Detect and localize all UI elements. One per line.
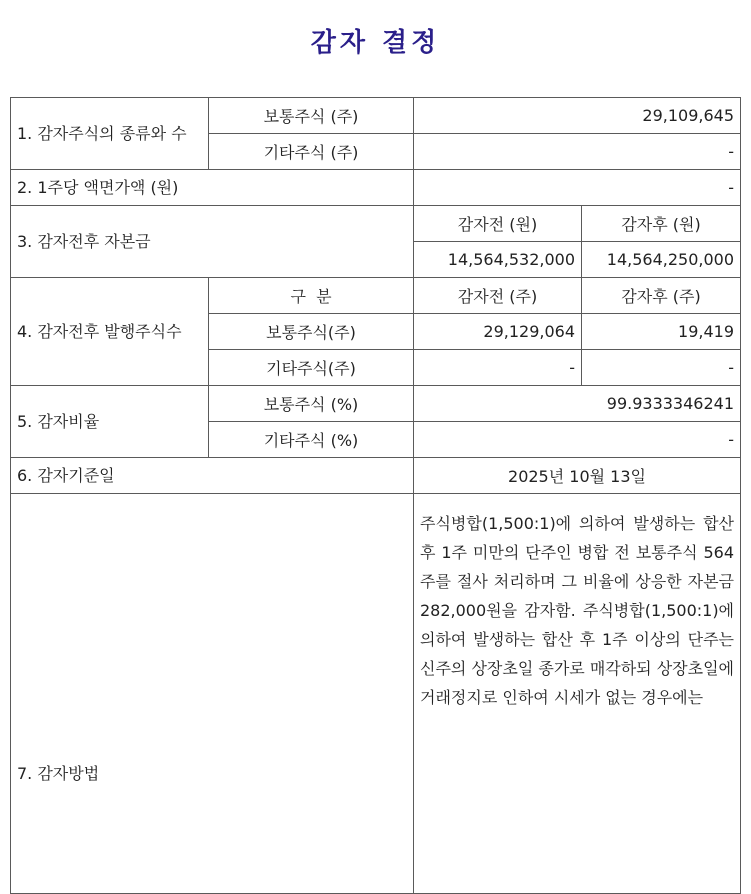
table-row bbox=[11, 494, 741, 894]
row2-label: 2. 1주당 액면가액 (원) bbox=[11, 170, 414, 206]
row3-before-value: 14,564,532,000 bbox=[414, 242, 582, 278]
table-row bbox=[11, 386, 741, 422]
row4-common-label: 보통주식(주) bbox=[209, 314, 414, 350]
row4-before-header: 감자전 (주) bbox=[414, 278, 582, 314]
row5-other-label: 기타주식 (%) bbox=[209, 422, 414, 458]
row6-label: 6. 감자기준일 bbox=[11, 458, 414, 494]
row5-common-value: 99.9333346241 bbox=[414, 386, 741, 422]
row5-label: 5. 감자비율 bbox=[11, 386, 209, 458]
row4-col-header: 구 분 bbox=[209, 278, 414, 314]
row4-common-before: 29,129,064 bbox=[414, 314, 582, 350]
table-row bbox=[11, 206, 741, 242]
row1-common-value: 29,109,645 bbox=[414, 98, 741, 134]
table-row bbox=[11, 458, 741, 494]
row6-value: 2025년 10월 13일 bbox=[414, 458, 741, 494]
page-title: 감자 결정 bbox=[310, 28, 441, 58]
table-row bbox=[11, 278, 741, 314]
row4-label: 4. 감자전후 발행주식수 bbox=[11, 278, 209, 386]
row4-after-header: 감자후 (주) bbox=[582, 278, 741, 314]
row4-other-label: 기타주식(주) bbox=[209, 350, 414, 386]
row1-common-label: 보통주식 (주) bbox=[209, 98, 414, 134]
row7-label: 7. 감자방법 bbox=[11, 494, 414, 894]
row3-before-header: 감자전 (원) bbox=[414, 206, 582, 242]
row1-other-value: - bbox=[414, 134, 741, 170]
row3-after-value: 14,564,250,000 bbox=[582, 242, 741, 278]
row4-common-after: 19,419 bbox=[582, 314, 741, 350]
row2-value: - bbox=[414, 170, 741, 206]
row5-common-label: 보통주식 (%) bbox=[209, 386, 414, 422]
row4-other-after: - bbox=[582, 350, 741, 386]
row4-other-before: - bbox=[414, 350, 582, 386]
table-row bbox=[11, 98, 741, 134]
row5-other-value: - bbox=[414, 422, 741, 458]
row1-label: 1. 감자주식의 종류와 수 bbox=[11, 98, 209, 170]
row3-after-header: 감자후 (원) bbox=[582, 206, 741, 242]
capital-reduction-table bbox=[10, 97, 741, 894]
table-row bbox=[11, 170, 741, 206]
row1-other-label: 기타주식 (주) bbox=[209, 134, 414, 170]
row7-method-text: 주식병합(1,500:1)에 의하여 발생하는 합산 후 1주 미만의 단주인 병합 전 보통주식 564주를 절사 처리하며 그 비율에 상응한 자본금 282,000원을 감자함. 주식병합(1,500:1)에 의하여 발생하는 합산 후 1주 이상의 단주는 신주의 상장초일 종가로 매각하되 상장초일에 거래정지로 인하여 시세가 없는 경우에는 bbox=[414, 494, 741, 894]
row3-label: 3. 감자전후 자본금 bbox=[11, 206, 414, 278]
